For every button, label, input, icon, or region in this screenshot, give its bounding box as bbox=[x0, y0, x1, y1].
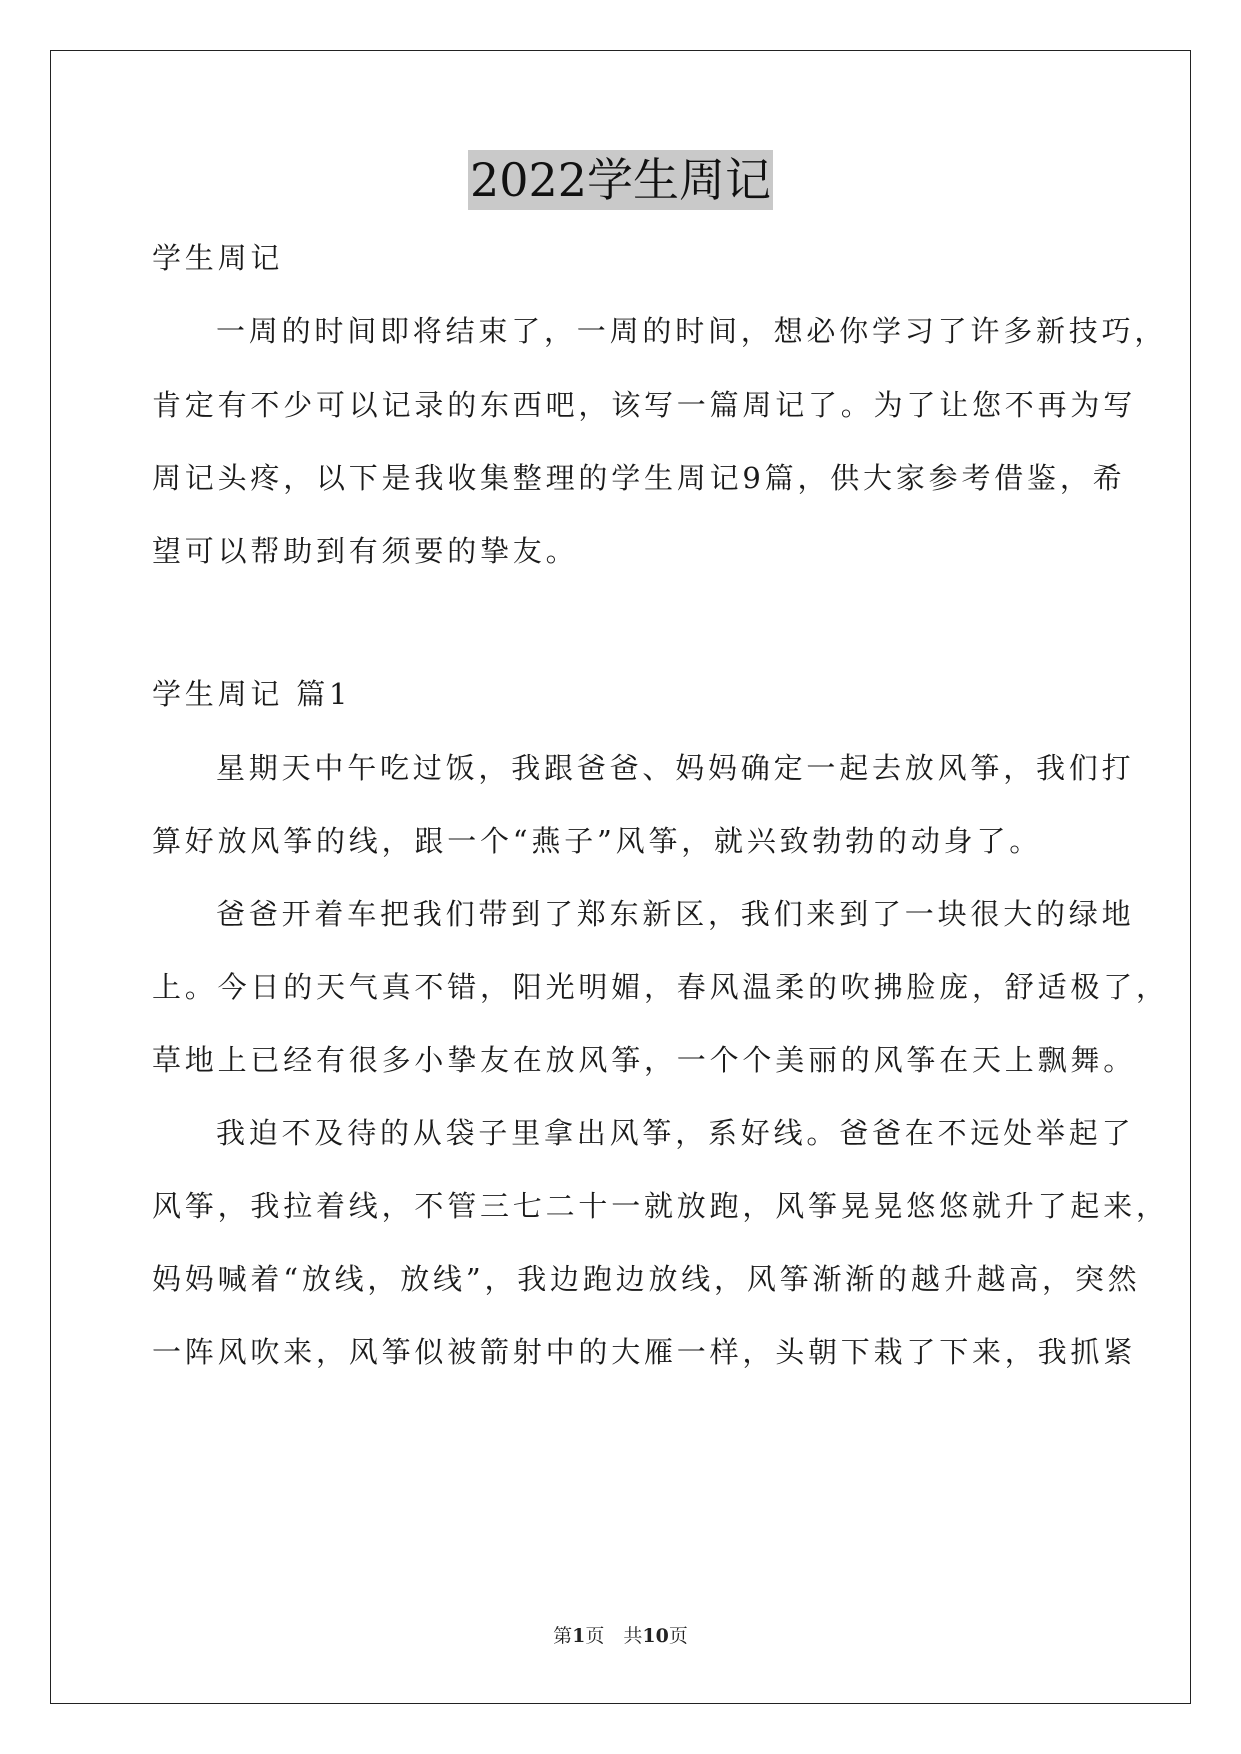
intro-line: 周记头疼，以下是我收集整理的学生周记9篇，供大家参考借鉴，希 bbox=[152, 461, 1126, 495]
page-border bbox=[50, 50, 1191, 1704]
document-title: 2022学生周记 bbox=[468, 150, 773, 210]
paragraph-line: 草地上已经有很多小挚友在放风筝，一个个美丽的风筝在天上飘舞。 bbox=[152, 1043, 1137, 1077]
paragraph-line: 爸爸开着车把我们带到了郑东新区，我们来到了一块很大的绿地 bbox=[216, 897, 1135, 931]
paragraph-line: 风筝，我拉着线，不管三七二十一就放跑，风筝晃晃悠悠就升了起来， bbox=[152, 1189, 1169, 1223]
footer-page-current: 1 bbox=[572, 1625, 586, 1647]
paragraph-line: 星期天中午吃过饭，我跟爸爸、妈妈确定一起去放风筝，我们打 bbox=[216, 751, 1135, 785]
footer-page-total: 10 bbox=[642, 1625, 669, 1647]
footer-page-mid: 页 共 bbox=[585, 1625, 643, 1647]
footer-page-suffix: 页 bbox=[668, 1625, 688, 1647]
paragraph-line: 一阵风吹来，风筝似被箭射中的大雁一样，头朝下栽了下来，我抓紧 bbox=[152, 1335, 1137, 1369]
paragraph-line: 我迫不及待的从袋子里拿出风筝，系好线。爸爸在不远处举起了 bbox=[216, 1116, 1135, 1150]
intro-line: 肯定有不少可以记录的东西吧，该写一篇周记了。为了让您不再为写 bbox=[152, 388, 1137, 422]
paragraph-line: 上。今日的天气真不错，阳光明媚，春风温柔的吹拂脸庞，舒适极了， bbox=[152, 970, 1169, 1004]
footer-page-prefix: 第 bbox=[553, 1625, 573, 1647]
page-footer bbox=[0, 1624, 1241, 1648]
intro-line: 望可以帮助到有须要的挚友。 bbox=[152, 534, 579, 568]
section-heading: 学生周记 篇1 bbox=[152, 677, 352, 711]
paragraph-line: 算好放风筝的线，跟一个“燕子”风筝，就兴致勃勃的动身了。 bbox=[152, 824, 1043, 858]
paragraph-line: 妈妈喊着“放线，放线”，我边跑边放线，风筝渐渐的越升越高，突然 bbox=[152, 1262, 1141, 1296]
intro-heading: 学生周记 bbox=[152, 241, 284, 275]
intro-line: 一周的时间即将结束了，一周的时间，想必你学习了许多新技巧， bbox=[216, 314, 1168, 348]
title-container bbox=[0, 150, 1241, 210]
